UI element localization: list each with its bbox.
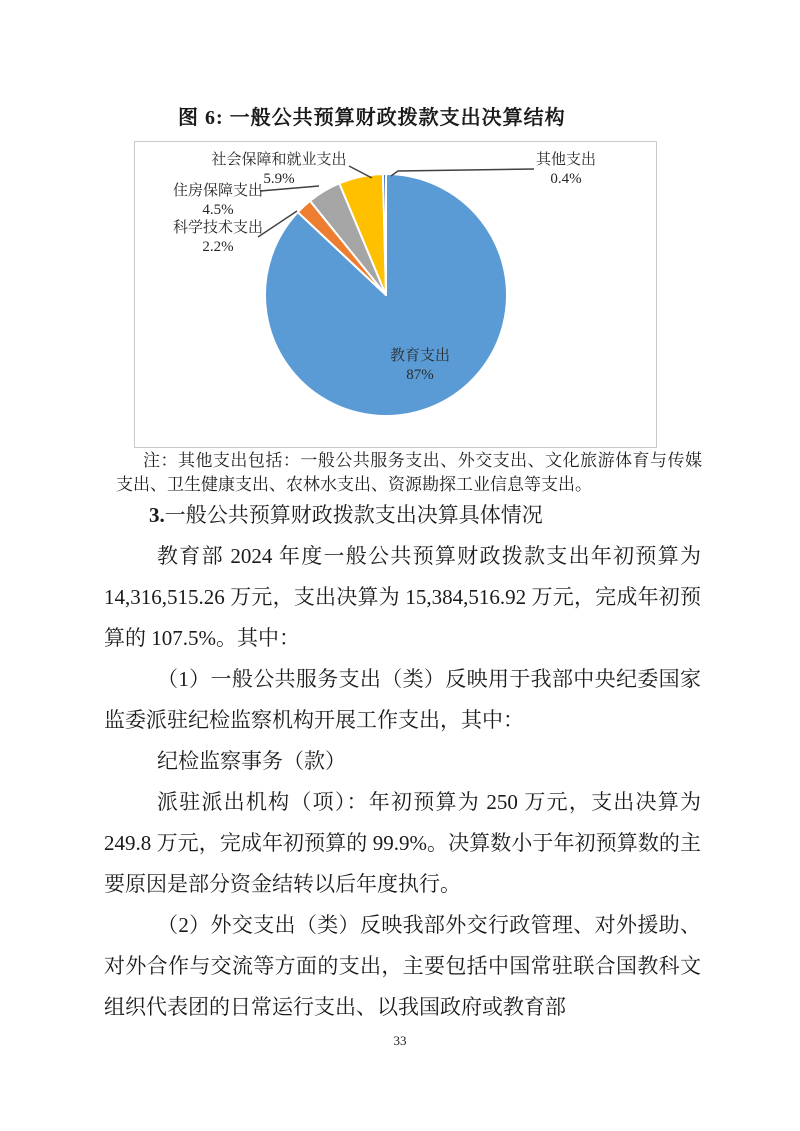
pie-label-education [345, 347, 495, 385]
pie-label-science [143, 219, 293, 257]
pie-label-other [491, 151, 641, 189]
body-text [104, 495, 701, 1028]
pie-label-social-security-name: 社会保障和就业支出 [211, 152, 347, 168]
pie-label-other-name: 其他支出 [535, 152, 596, 168]
pie-label-science-pct: 2.2% [202, 239, 234, 255]
pie-label-housing-name: 住房保障支出 [172, 183, 263, 199]
figure-title: 图 6: 一般公共预算财政拨款支出决算结构 [178, 107, 566, 129]
paragraph: 纪检监察事务（款） [157, 749, 346, 773]
pie-label-housing-pct: 4.5% [202, 202, 234, 218]
section-number: 3. [149, 503, 165, 527]
pie-chart-frame [134, 141, 657, 448]
pie-label-housing [143, 182, 293, 220]
paragraph: 派驻派出机构（项）：年初预算为 250 万元，支出决算为 249.8 万元，完成年初预算的 99.9%。决算数小于年初预算数的主要原因是部分资金结转以后年度执行。 [104, 790, 701, 896]
pie-label-education-name: 教育支出 [389, 348, 450, 364]
pie-label-social-security-pct: 5.9% [263, 171, 295, 187]
pie-label-other-pct: 0.4% [550, 171, 582, 187]
section-title: 一般公共预算财政拨款支出决算具体情况 [164, 503, 543, 527]
section-heading [104, 495, 701, 536]
paragraph: （1）一般公共服务支出（类）反映用于我部中央纪委国家监委派驻纪检监察机构开展工作支出，其中： [104, 667, 701, 732]
pie-label-education-pct: 87% [406, 367, 434, 383]
figure-note: 注：其他支出包括：一般公共服务支出、外交支出、文化旅游体育与传媒支出、卫生健康支出、农林水支出、资源勘探工业信息等支出。 [116, 451, 702, 494]
paragraph: （2）外交支出（类）反映我部外交行政管理、对外援助、对外合作与交流等方面的支出，主要包括中国常驻联合国教科文组织代表团的日常运行支出、以我国政府或教育部 [104, 913, 701, 1019]
pie-label-science-name: 科学技术支出 [172, 220, 263, 236]
page-number: 33 [393, 1033, 407, 1048]
paragraph: 教育部 2024 年度一般公共预算财政拨款支出年初预算为 14,316,515.26 万元，支出决算为 15,384,516.92 万元，完成年初预算的 107.5%。其中： [104, 544, 701, 650]
